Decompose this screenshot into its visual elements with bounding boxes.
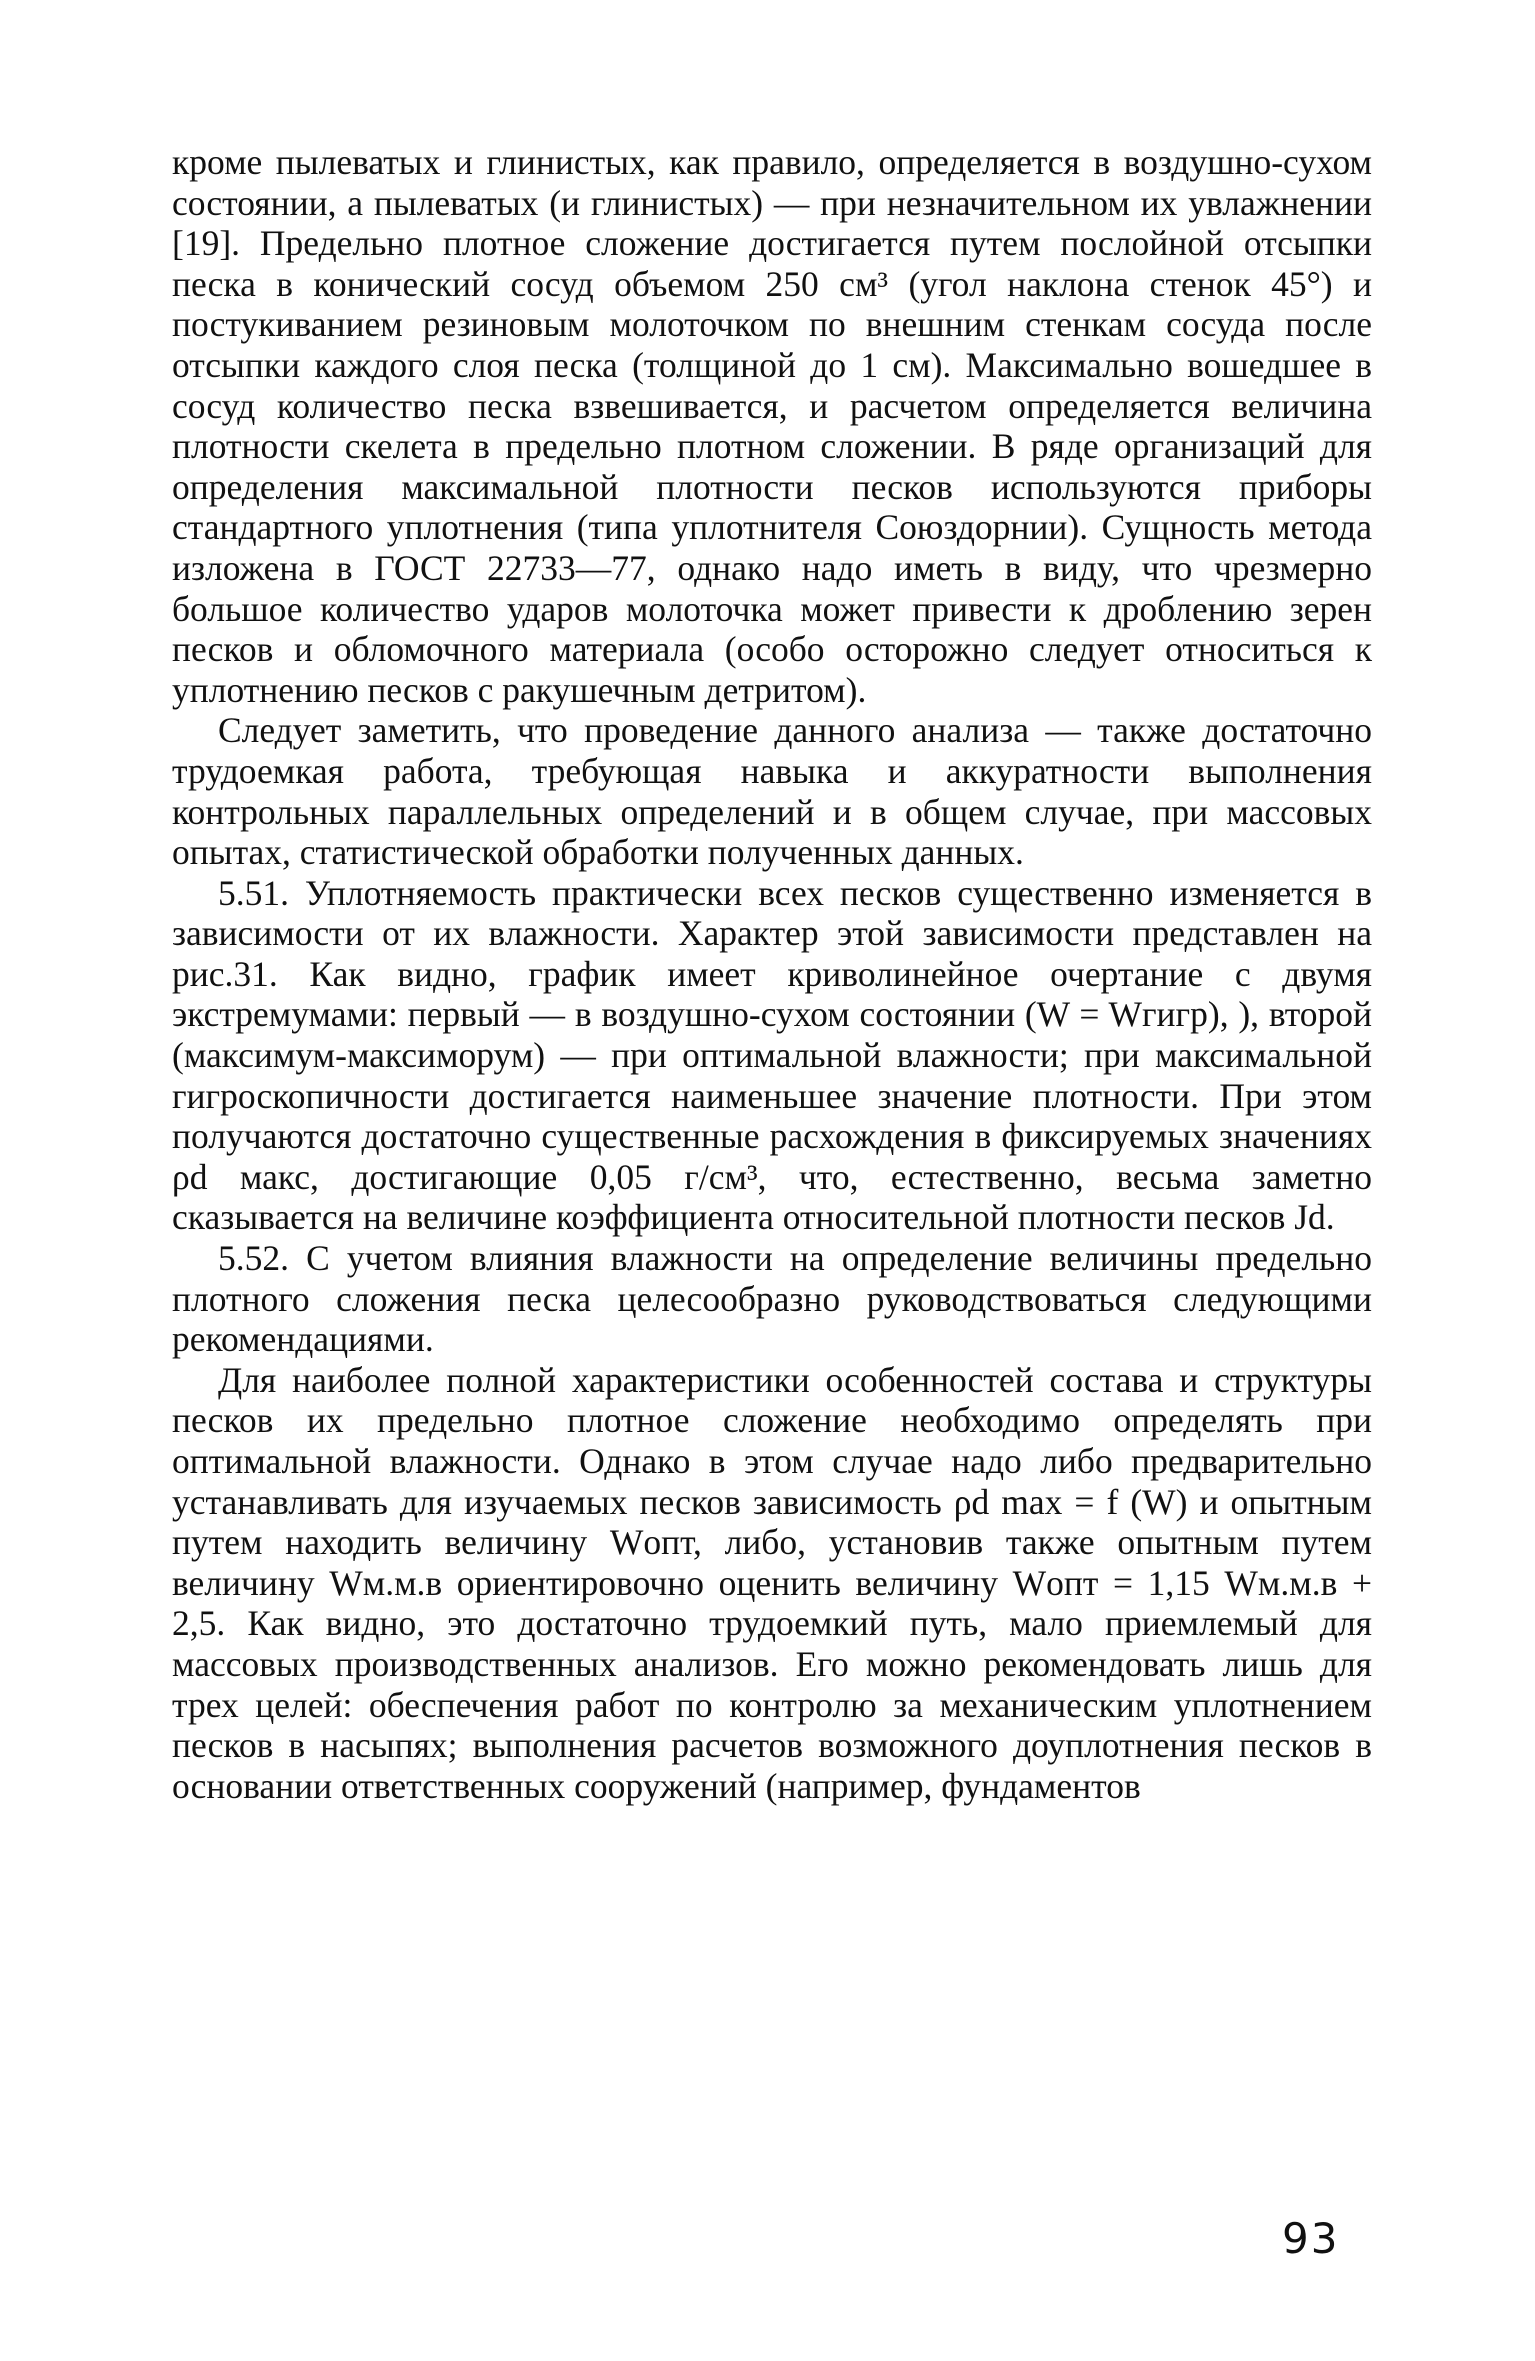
paragraph-5-52-recommendations: 5.52. С учетом влияния влажности на определение величины предельно плотного сложения песка целесообразно руководствоваться следующими рекомендациями. [172, 1238, 1372, 1360]
page-number: 93 [1282, 2214, 1340, 2263]
page-text [172, 142, 1372, 1806]
paragraph-labor-intensity: Следует заметить, что проведение данного анализа — также достаточно трудоемкая работа, требующая навыка и аккуратности выполнения контрольных параллельных определений и в общем случае, при массовых опытах, статистической обработки полученных данных. [172, 710, 1372, 873]
paragraph-sand-compaction-method: кроме пылеватых и глинистых, как правило, определяется в воздушно-сухом состоянии, а пылеватых (и глинистых) — при незначительном их увлажнении [19]. Предельно плотное сложение достигается путем послойной отсыпки песка в конический сосуд объемом 250 см³ (угол наклона стенок 45°) и постукиванием резиновым молоточком по внешним стенкам сосуда после отсыпки каждого слоя песка (толщиной до 1 см). Максимально вошедшее в сосуд количество песка взвешивается, и расчетом определяется величина плотности скелета в предельно плотном сложении. В ряде организаций для определения максимальной плотности песков используются приборы стандартного уплотнения (типа уплотнителя Союздорнии). Сущность метода изложена в ГОСТ 22733—77, однако надо иметь в виду, что чрезмерно большое количество ударов молоточка может привести к дроблению зерен песков и обломочного материала (особо осторожно следует относиться к уплотнению песков с ракушечным детритом). [172, 142, 1372, 710]
paragraph-5-51-compactability: 5.51. Уплотняемость практически всех песков существенно изменяется в зависимости от их влажности. Характер этой зависимости представлен на рис.31. Как видно, график имеет криволинейное очертание с двумя экстремумами: первый — в воздушно-сухом состоянии (W = Wгигр), ), второй (максимум-максиморум) — при оптимальной влажности; при максимальной гигроскопичности достигается наименьшее значение плотности. При этом получаются достаточно существенные расхождения в фиксируемых значениях ρd макс, достигающие 0,05 г/см³, что, естественно, весьма заметно сказывается на величине коэффициента относительной плотности песков Jd. [172, 872, 1372, 1238]
paragraph-optimal-moisture: Для наиболее полной характеристики особенностей состава и структуры песков их предельно плотное сложение необходимо определять при оптимальной влажности. Однако в этом случае надо либо предварительно устанавливать для изучаемых песков зависимость ρd max = f (W) и опытным путем находить величину Wопт, либо, установив также опытным путем величину Wм.м.в ориентировочно оценить величину Wопт = 1,15 Wм.м.в + 2,5. Как видно, это достаточно трудоемкий путь, мало приемлемый для массовых производственных анализов. Его можно рекомендовать лишь для трех целей: обеспечения работ по контролю за механическим уплотнением песков в насыпях; выполнения расчетов возможного доуплотнения песков в основании ответственных сооружений (например, фундаментов [172, 1359, 1372, 1806]
